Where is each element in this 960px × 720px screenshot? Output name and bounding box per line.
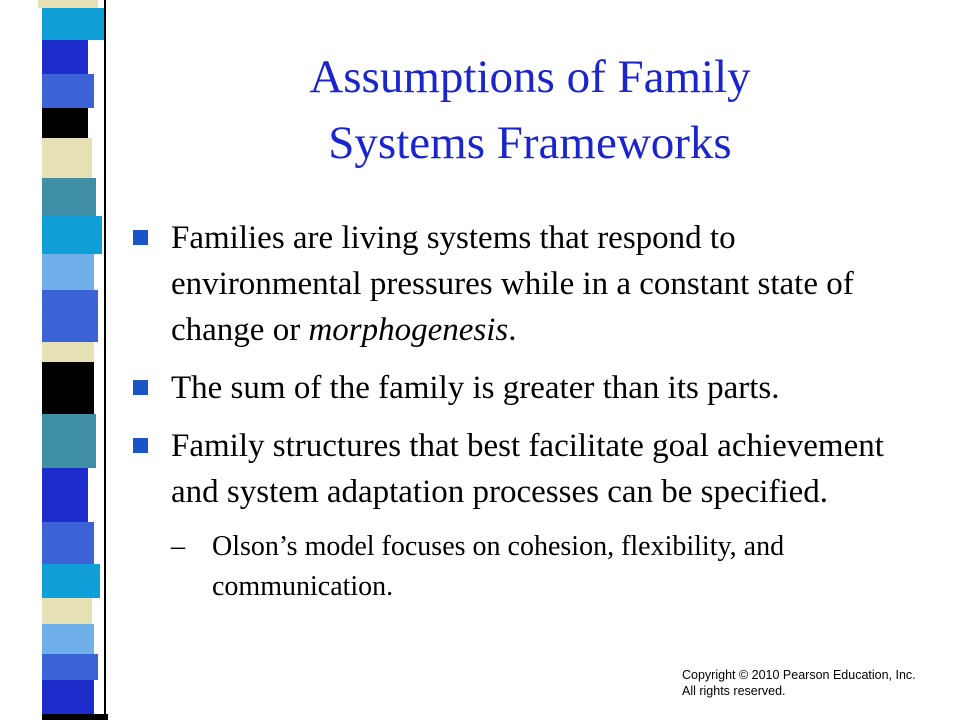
slide-title bbox=[200, 44, 860, 176]
bullet-3-text: Family structures that best facilitate goal achievement and system adaptation processes can be specified. bbox=[171, 428, 884, 510]
strip-segment bbox=[42, 138, 92, 178]
strip-segment bbox=[42, 178, 96, 216]
sub-bullet-text: Olson’s model focuses on cohesion, flexibility, and communication. bbox=[212, 531, 785, 602]
square-bullet-icon bbox=[133, 438, 148, 453]
strip-segment bbox=[38, 0, 98, 8]
copyright-line-1: Copyright © 2010 Pearson Education, Inc. bbox=[682, 668, 916, 682]
strip-segment bbox=[42, 216, 102, 254]
title-line-1: Assumptions of Family bbox=[309, 51, 751, 103]
strip-segment bbox=[42, 624, 94, 654]
strip-segment bbox=[42, 40, 88, 74]
strip-segment bbox=[42, 564, 100, 598]
square-bullet-icon bbox=[133, 230, 148, 245]
strip-segment bbox=[42, 522, 94, 564]
bullet-1-text: Families are living systems that respond to environmental pressures while in a constant state of change or bbox=[171, 220, 854, 348]
strip-segment bbox=[42, 108, 88, 138]
strip-segment bbox=[42, 654, 98, 680]
bullet-1-end: . bbox=[508, 312, 517, 348]
strip-segment bbox=[42, 362, 94, 414]
strip-segment bbox=[42, 290, 98, 342]
strip-segment bbox=[42, 714, 108, 720]
strip-segment bbox=[42, 74, 94, 108]
sub-bullet-item bbox=[171, 527, 923, 607]
bullet-item-3 bbox=[133, 423, 923, 515]
dash-marker: – bbox=[171, 531, 185, 562]
strip-segment bbox=[42, 598, 92, 624]
decorative-color-strip bbox=[38, 0, 108, 720]
copyright-line-2: All rights reserved. bbox=[682, 684, 786, 698]
bullet-item-1 bbox=[133, 215, 923, 353]
bullet-item-2 bbox=[133, 365, 923, 411]
strip-segment bbox=[42, 680, 94, 714]
bullet-list bbox=[133, 215, 923, 607]
bullet-1-emphasis: morphogenesis bbox=[308, 312, 509, 348]
title-line-2: Systems Frameworks bbox=[328, 117, 732, 169]
square-bullet-icon bbox=[133, 380, 148, 395]
strip-rule bbox=[104, 0, 106, 720]
strip-segment bbox=[42, 8, 106, 40]
strip-segment bbox=[42, 254, 94, 290]
strip-segment bbox=[42, 342, 94, 362]
strip-segment bbox=[42, 414, 96, 468]
strip-segment bbox=[42, 468, 88, 522]
bullet-2-text: The sum of the family is greater than its parts. bbox=[171, 370, 780, 406]
copyright-notice bbox=[682, 667, 916, 699]
